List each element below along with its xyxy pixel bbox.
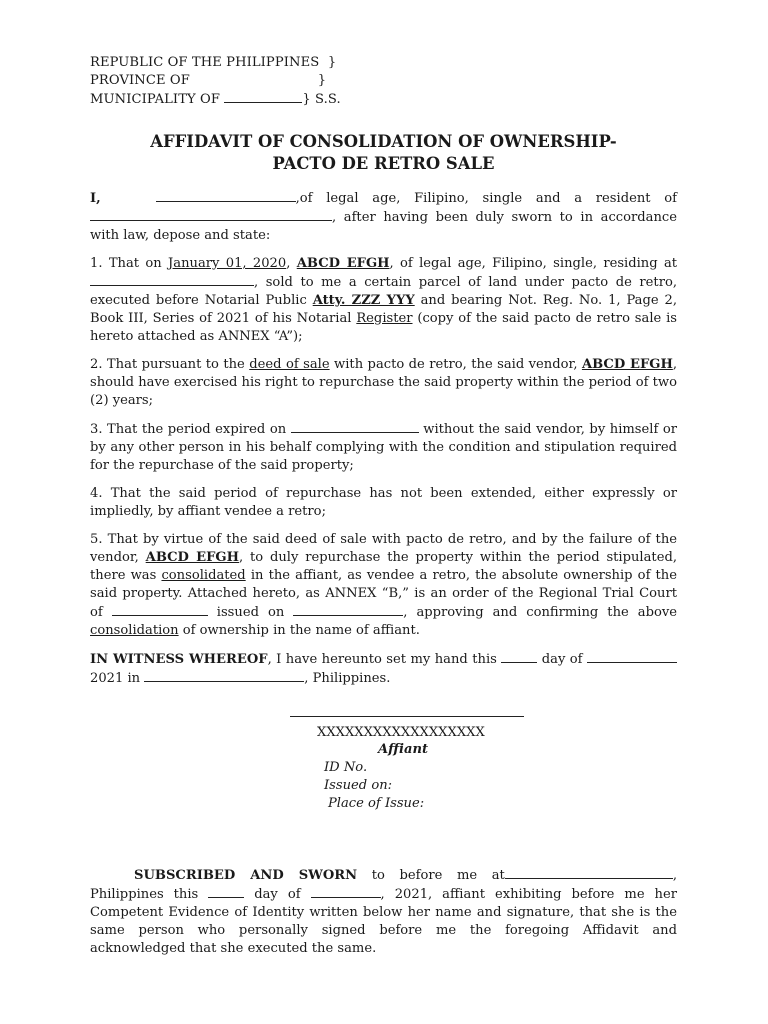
vendor-residence-blank (90, 273, 254, 286)
witness-heading: IN WITNESS WHEREOF (90, 652, 268, 667)
jurat-place-blank (505, 866, 673, 879)
sale-date: January 01, 2020 (168, 256, 287, 271)
signature-line (290, 716, 524, 717)
affiant-name-blank (156, 189, 296, 202)
witness-paragraph (90, 650, 677, 688)
p5-text-c: in the affiant, as vendee a retro, the absolute ownership of the said property. Attached hereto, as ANNEX “B,” is an order of the Regional Trial Court of (90, 568, 677, 620)
p5-text-b: , to duly repurchase the property within the period stipulated, there was (90, 550, 677, 583)
caption-ss: } S.S. (302, 92, 341, 107)
vendor-name: ABCD EFGH (296, 256, 390, 271)
p3-text-b: without the said vendor, by himself or by any other person in his behalf complying with the condition and stipulation required for the repurchase of the said property; (90, 422, 677, 473)
title-line-1: AFFIDAVIT OF CONSOLIDATION OF OWNERSHIP- (150, 132, 617, 151)
p3-text-a: 3. That the period expired on (90, 422, 291, 437)
paragraph-3 (90, 420, 677, 475)
residence-blank (90, 208, 332, 221)
affiant-name: XXXXXXXXXXXXXXXXXX (317, 725, 485, 740)
p1-text-b: , (286, 256, 297, 271)
court-blank (112, 603, 208, 616)
municipality-blank (224, 90, 302, 103)
jurat-paragraph (90, 866, 677, 958)
expiry-date-blank (291, 420, 419, 433)
p5-text-e: , approving and confirming the above (403, 605, 677, 620)
paragraph-2 (90, 356, 677, 410)
paragraph-4: 4. That the said period of repurchase has not been extended, either expressly or impliedly, by affiant vendee a retro; (90, 486, 677, 519)
vendor-name-3: ABCD EFGH (145, 550, 239, 565)
p1-text-a: 1. That on (90, 256, 169, 271)
issued-on-label: Issued on: (324, 778, 393, 793)
affidavit-document (90, 54, 677, 958)
witness-text-d: , Philippines. (304, 671, 391, 686)
order-date-blank (293, 603, 403, 616)
title-line-2: PACTO DE RETRO SALE (272, 154, 495, 173)
witness-text-b: day of (537, 652, 587, 667)
p5-text-a: 5. That by virtue of the said deed of sale with pacto de retro, and by the failure of the vendor, (90, 532, 677, 565)
vendor-name-2: ABCD EFGH (581, 357, 673, 372)
witness-text-c: 2021 in (90, 671, 145, 686)
p1-text-c: , of legal age, Filipino, single, residing at (389, 256, 678, 271)
p1-text-e: and bearing Not. Reg. No. 1, Page 2, Book III, Series of 2021 of his Notarial (90, 293, 678, 326)
caption-municipality-label: MUNICIPALITY OF (90, 92, 225, 107)
consolidated-word: consolidated (161, 568, 246, 583)
caption-province: PROVINCE OF } (90, 73, 327, 88)
jurat-text-c: day of (244, 887, 311, 902)
deed-of-sale: deed of sale (249, 357, 330, 372)
witness-day-blank (501, 650, 537, 663)
intro-paragraph (90, 189, 677, 245)
id-number-label: ID No. (324, 760, 368, 775)
document-title (90, 131, 677, 175)
intro-text-b: , after having been duly sworn to in accordance with law, depose and state: (90, 210, 677, 243)
witness-month-blank (587, 650, 677, 663)
signature-block (90, 716, 677, 866)
paragraph-1 (90, 255, 677, 346)
register-word: Register (356, 311, 413, 326)
jurat-text-a: to before me at (357, 868, 505, 883)
paragraph-5 (90, 531, 677, 640)
jurat-text-b: , Philippines this (90, 868, 677, 902)
p1-text-f: (copy of the said pacto de retro sale is hereto attached as ANNEX “A”); (90, 311, 677, 344)
witness-text-a: , I have hereunto set my hand this (267, 652, 502, 667)
caption-municipality (90, 90, 677, 109)
notary-name: Atty. ZZZ YYY (312, 293, 415, 308)
p2-text-b: with pacto de retro, the said vendor, (329, 357, 582, 372)
consolidation-word: consolidation (90, 623, 179, 638)
jurat-day-blank (208, 885, 244, 898)
p5-text-f: of ownership in the name of affiant. (178, 623, 420, 638)
p2-text-a: 2. That pursuant to the (90, 357, 250, 372)
jurat-heading: SUBSCRIBED AND SWORN (134, 868, 358, 883)
p2-text-c: , should have exercised his right to repurchase the said property within the period of two (2) years; (90, 357, 678, 408)
witness-place-blank (144, 669, 304, 682)
p1-text-d: , sold to me a certain parcel of land under pacto de retro, executed before Notarial Public (90, 275, 677, 308)
place-of-issue-label: Place of Issue: (328, 796, 425, 811)
jurat-text-d: , 2021, affiant exhibiting before me her Competent Evidence of Identity written below her name and signature, that she is the same person who personally signed before me the foregoing Affidavit and acknowledged that she executed the same. (90, 887, 677, 956)
affiant-label: Affiant (378, 742, 429, 757)
intro-i: I, (90, 191, 101, 206)
caption-republic: REPUBLIC OF THE PHILIPPINES } (90, 55, 337, 70)
venue-caption (90, 54, 677, 109)
p5-text-d: issued on (207, 605, 294, 620)
jurat-month-blank (311, 885, 381, 898)
intro-text-a: ,of legal age, Filipino, single and a resident of (295, 191, 677, 206)
